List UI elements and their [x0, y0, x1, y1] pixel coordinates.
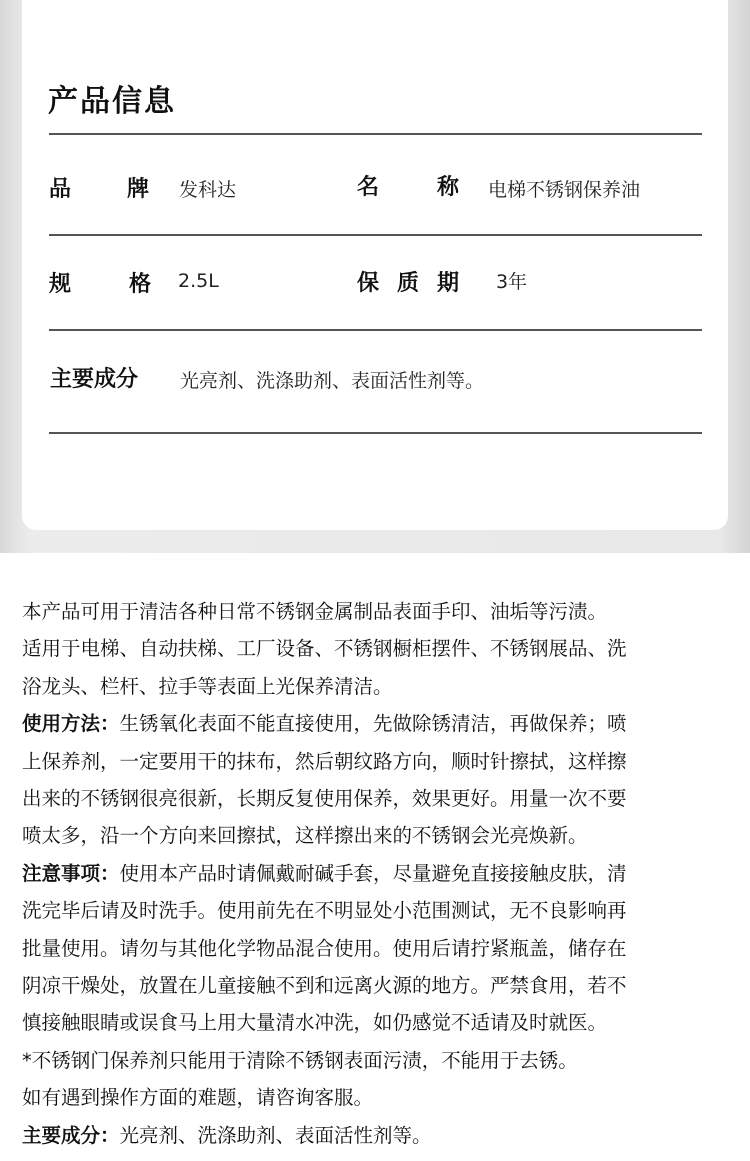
ingredients-line	[22, 1117, 732, 1154]
ingredients-text: 光亮剂、洗涤助剂、表面活性剂等。	[119, 1123, 432, 1147]
card-title: 产品信息	[48, 84, 176, 119]
notes-heading: 注意事项：	[22, 861, 120, 885]
text-line: 喷太多，沿一个方向来回擦拭，这样擦出来的不锈钢会光亮焕新。	[22, 824, 588, 848]
shelf-label-char: 质	[396, 271, 419, 296]
text-line: 慎接触眼睛或误食马上用大量清水冲洗，如仍感觉不适请及时就医。	[22, 1011, 608, 1035]
product-info-card	[22, 0, 728, 530]
name-label-char: 称	[436, 175, 459, 200]
ingredients-value: 光亮剂、洗涤助剂、表面活性剂等。	[180, 370, 485, 392]
brand-value: 发科达	[179, 179, 237, 201]
text-line: 批量使用。请勿与其他化学物品混合使用。使用后请拧紧瓶盖，储存在	[22, 936, 627, 960]
name-label-char: 名	[357, 175, 380, 200]
spec-label-char: 规	[49, 272, 72, 297]
name-label	[357, 170, 459, 201]
spec-label-char: 格	[128, 272, 151, 297]
spec-value: 2.5L	[178, 270, 219, 292]
shelf-life-label	[357, 266, 459, 297]
notes-line	[22, 855, 732, 892]
spec-label	[49, 267, 151, 298]
text-line: 阴凉干燥处，放置在儿童接触不到和远离火源的地方。严禁食用，若不	[22, 974, 627, 998]
usage-line	[22, 705, 732, 742]
text-line: 浴龙头、栏杆、拉手等表面上光保养清洁。	[22, 674, 393, 698]
name-value: 电梯不锈钢保养油	[488, 179, 641, 201]
text-line: 洗完毕后请及时洗手。使用前先在不明显处小范围测试，无不良影响再	[22, 899, 627, 923]
brand-label-char: 品	[49, 177, 72, 202]
help-line: 如有遇到操作方面的难题，请咨询客服。	[22, 1086, 374, 1110]
text-line: 适用于电梯、自动扶梯、工厂设备、不锈钢橱柜摆件、不锈钢展品、洗	[22, 637, 627, 661]
divider	[49, 432, 702, 434]
usage-heading: 使用方法：	[22, 712, 120, 736]
ingredients-heading: 主要成分：	[22, 1123, 120, 1147]
text-line: 出来的不锈钢很亮很新，长期反复使用保养，效果更好。用量一次不要	[22, 787, 627, 811]
warning-line: *不锈钢门保养剂只能用于清除不锈钢表面污渍，不能用于去锈。	[22, 1048, 578, 1072]
text-line: 本产品可用于清洁各种日常不锈钢金属制品表面手印、油垢等污渍。	[22, 600, 608, 623]
usage-text: 生锈氧化表面不能直接使用，先做除锈清洁，再做保养；喷	[119, 712, 627, 736]
ingredients-label: 主要成分	[50, 367, 139, 392]
description-block	[22, 593, 732, 1154]
text-line: 上保养剂，一定要用干的抹布，然后朝纹路方向，顺时针擦拭，这样擦	[22, 749, 627, 773]
divider	[49, 133, 702, 135]
shelf-life-value: 3年	[496, 271, 528, 293]
divider	[49, 234, 702, 236]
divider	[49, 329, 702, 331]
shelf-label-char: 期	[436, 271, 459, 296]
brand-label	[49, 172, 149, 203]
notes-text: 使用本产品时请佩戴耐碱手套，尽量避免直接接触皮肤，清	[119, 861, 627, 885]
brand-label-char: 牌	[126, 177, 149, 202]
shelf-label-char: 保	[357, 271, 380, 296]
